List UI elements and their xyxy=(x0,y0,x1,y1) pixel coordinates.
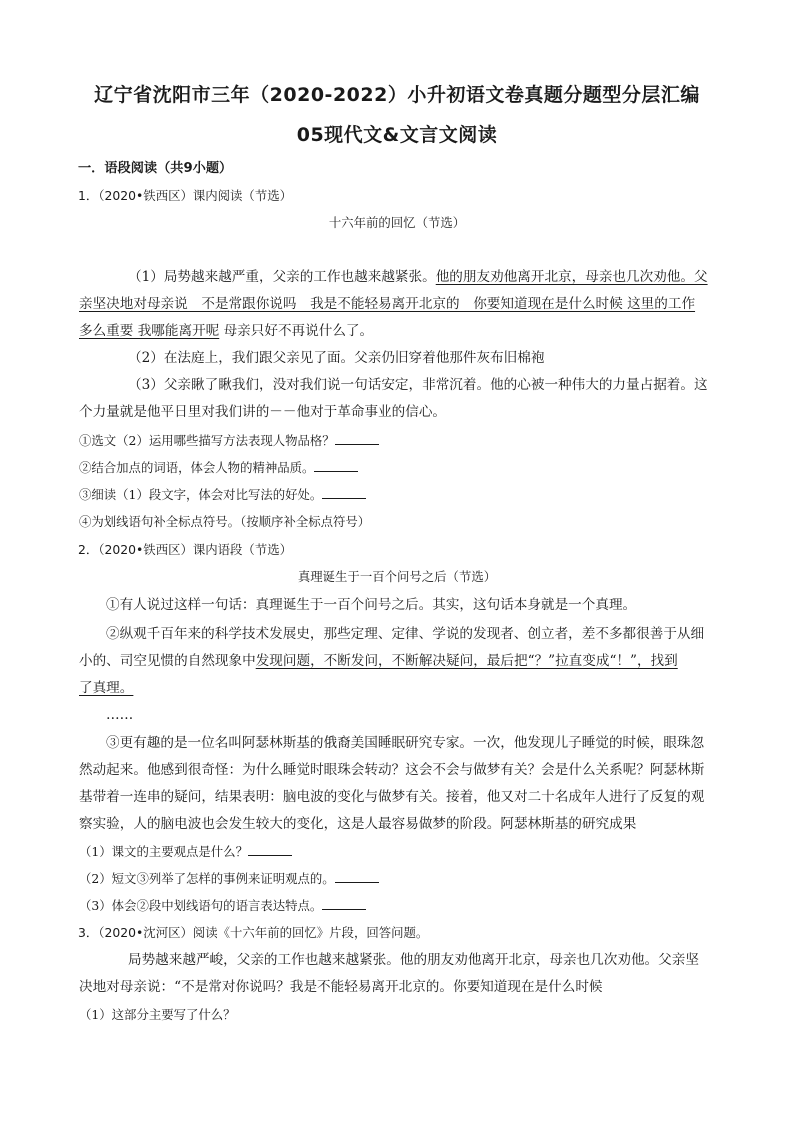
answer-blank[interactable] xyxy=(248,843,292,856)
q3-paragraph-line-2: 决地对母亲说：“不是常对你说吗？我是不能轻易离开北京的。你要知道现在是什么时候 xyxy=(79,979,603,995)
answer-blank[interactable] xyxy=(314,459,358,472)
q2-paragraph-2-line-3: 了真理。 xyxy=(79,680,134,696)
q1-paragraph-1-line-1 xyxy=(128,268,708,286)
q2-paragraph-3-line-1: ③更有趣的是一位名叫阿瑟林斯基的俄裔美国睡眠研究专家。一次，他发现儿子睡觉的时候，眼珠忽 xyxy=(106,735,705,751)
q1-paragraph-3-line-1: （3）父亲瞅了瞅我们，没对我们说一句话安定，非常沉着。他的心被一种伟大的力量占据着。这 xyxy=(128,377,708,393)
q1-subquestion-1 xyxy=(79,432,379,450)
document-subtitle: 05现代文&文言文阅读 xyxy=(296,124,498,146)
q2-p2-text: 小的、司空见惯的自然现象中 xyxy=(79,653,256,669)
q1-sub-3-text: ③细读（1）段文字，体会对比写法的好处。 xyxy=(79,487,323,502)
q1-p1-underlined: 他的朋友劝他离开北京，母亲也几次劝他。父 xyxy=(435,269,708,285)
q2-paragraph-3-line-3: 基带着一连串的疑问，结果表明：脑电波的变化与做梦有关。接着，他又对二十名成年人进行了反复的观 xyxy=(79,789,705,805)
answer-blank[interactable] xyxy=(322,486,366,499)
q1-sub-2-text: ②结合加点的词语，体会人物的精神品质。 xyxy=(79,460,315,475)
question-2-header: 2．（2020•铁西区）课内语段（节选） xyxy=(78,542,292,557)
q1-paragraph-3-line-2: 个力量就是他平日里对我们讲的－－他对于革命事业的信心。 xyxy=(79,404,447,420)
q1-paragraph-1-line-3 xyxy=(79,322,373,340)
question-1-passage-title: 十六年前的回忆（节选） xyxy=(328,215,466,230)
q1-subquestion-3 xyxy=(79,486,366,504)
q2-p2-underlined: 发现问题，不断发问，不断解决疑问，最后把“？”拉直变成“！”，找到 xyxy=(255,653,678,669)
q2-ellipsis: …… xyxy=(106,707,134,723)
answer-blank[interactable] xyxy=(335,432,379,445)
q1-subquestion-4: ④为划线语句补全标点符号。（按顺序补全标点符号） xyxy=(79,514,371,529)
answer-blank[interactable] xyxy=(322,897,366,910)
q1-p1-text: （1）局势越来越严重，父亲的工作也越来越紧张。 xyxy=(128,269,436,285)
section-heading: 一．语段阅读（共9小题） xyxy=(78,161,233,176)
document-title: 辽宁省沈阳市三年（2020-2022）小升初语文卷真题分题型分层汇编 xyxy=(94,84,700,106)
q2-paragraph-3-line-2: 然动起来。他感到很奇怪：为什么睡觉时眼珠会转动？这会不会与做梦有关？会是什么关系呢？阿瑟林斯 xyxy=(79,762,705,778)
question-1-header: 1．（2020•铁西区）课内阅读（节选） xyxy=(78,188,292,203)
q2-paragraph-1: ①有人说过这样一句话：真理诞生于一百个问号之后。其实，这句话本身就是一个真理。 xyxy=(106,597,637,613)
q1-p1-text-end: 母亲只好不再说什么了。 xyxy=(219,323,374,339)
q2-paragraph-2-line-1: ②纵观千百年来的科学技术发展史，那些定理、定律、学说的发现者、创立者，差不多都很善于从细 xyxy=(106,626,705,642)
q3-paragraph-line-1: 局势越来越严峻，父亲的工作也越来越紧张。他的朋友劝他离开北京，母亲也几次劝他。父亲坚 xyxy=(128,952,699,968)
q2-sub-3-text: （3）体会②段中划线语句的语言表达特点。 xyxy=(79,898,323,913)
question-2-passage-title: 真理诞生于一百个问号之后（节选） xyxy=(297,569,497,584)
q2-sub-2-text: （2）短文③列举了怎样的事例来证明观点的。 xyxy=(79,871,335,886)
q1-sub-1-text: ①选文（2）运用哪些描写方法表现人物品格？ xyxy=(79,433,335,448)
q2-subquestion-1 xyxy=(79,843,292,861)
answer-blank[interactable] xyxy=(335,870,379,883)
q2-paragraph-2-line-2 xyxy=(79,652,678,670)
q2-subquestion-2 xyxy=(79,870,379,888)
q1-paragraph-2: （2）在法庭上，我们跟父亲见了面。父亲仍旧穿着他那件灰布旧棉袍 xyxy=(128,350,545,366)
q2-sub-1-text: （1）课文的主要观点是什么？ xyxy=(79,844,248,859)
question-3-header: 3．（2020•沈河区）阅读《十六年前的回忆》片段，回答问题。 xyxy=(78,925,429,940)
q2-subquestion-3 xyxy=(79,897,366,915)
q1-subquestion-2 xyxy=(79,459,358,477)
q1-p1-underlined-end: 多么重要 我哪能离开呢 xyxy=(79,323,220,339)
q1-paragraph-1-line-2: 亲坚决地对母亲说 不是常跟你说吗 我是不能轻易离开北京的 你要知道现在是什么时候 这里的工作 xyxy=(79,296,696,312)
q2-paragraph-3-line-4: 察实验，人的脑电波也会发生较大的变化，这是人最容易做梦的阶段。阿瑟林斯基的研究成果 xyxy=(79,816,637,832)
q3-subquestion-1: （1）这部分主要写了什么？ xyxy=(79,1007,236,1022)
